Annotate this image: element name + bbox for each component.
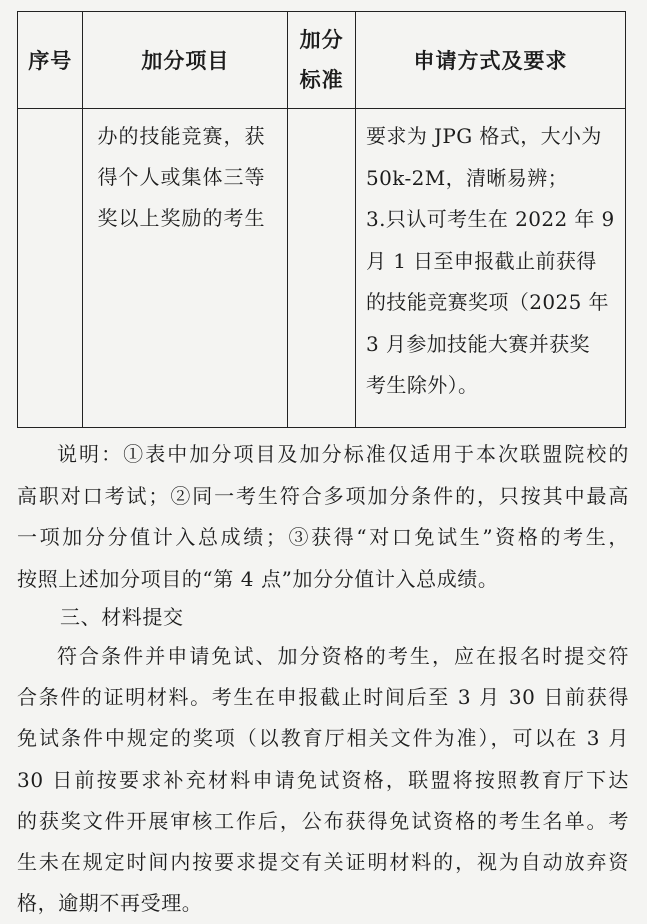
materials-line: 符合条件并申请免试、加分资格的考生，应在报名时提交符 <box>57 644 629 668</box>
cell-standard <box>288 109 356 428</box>
method-line: 要求为 JPG 格式，大小为 <box>366 124 602 148</box>
header-method: 申请方式及要求 <box>356 12 626 109</box>
note-line: 说明：①表中加分项目及加分标准仅适用于本次联盟院校的 <box>57 442 629 466</box>
materials-paragraph <box>17 636 629 924</box>
item-line: 奖以上奖励的考生 <box>97 206 266 230</box>
materials-line: 的获奖文件开展审核工作后，公布获得免试资格的考生名单。考 <box>17 808 629 833</box>
item-line: 得个人或集体三等 <box>97 165 266 189</box>
bonus-table <box>17 11 626 428</box>
materials-line: 合条件的证明材料。考生在申报截止时间后至 3 月 30 日前获得 <box>17 685 629 710</box>
item-line: 办的技能竞赛，获 <box>97 124 266 148</box>
table-row <box>18 109 626 428</box>
method-line: 50k-2M，清晰易辨； <box>366 165 569 190</box>
note-line: 一项加分分值计入总成绩；③获得“对口免试生”资格的考生， <box>17 525 629 549</box>
cell-seq <box>18 109 83 428</box>
header-item: 加分项目 <box>83 12 288 109</box>
materials-line: 格，逾期不再受理。 <box>17 891 203 916</box>
method-line: 3 月参加技能大赛并获奖 <box>366 331 590 356</box>
table-header-row <box>18 12 626 109</box>
note-line: 按照上述加分项目的“第 4 点”加分分值计入总成绩。 <box>17 566 499 591</box>
method-line: 考生除外）。 <box>366 373 479 397</box>
materials-line: 生未在规定时间内按要求提交有关证明材料的，视为自动放弃资 <box>17 850 629 875</box>
note-paragraph <box>17 434 629 600</box>
header-standard: 加分 标准 <box>288 12 356 109</box>
cell-method <box>356 109 626 428</box>
method-line: 的技能竞赛奖项（2025 年 <box>366 290 609 314</box>
section-title: 三、材料提交 <box>60 605 184 629</box>
materials-line: 免试条件中规定的奖项（以教育厅相关文件为准），可以在 3 月 <box>17 726 629 751</box>
materials-line: 30 日前按要求补充材料申请免试资格，联盟将按照教育厅下达 <box>17 767 629 792</box>
cell-item <box>83 109 288 428</box>
method-line: 月 1 日至申报截止前获得 <box>366 248 597 273</box>
method-line: 3.只认可考生在 2022 年 9 <box>366 207 615 231</box>
note-line: 高职对口考试；②同一考生符合多项加分条件的，只按其中最高 <box>17 483 629 508</box>
header-seq: 序号 <box>18 12 83 109</box>
